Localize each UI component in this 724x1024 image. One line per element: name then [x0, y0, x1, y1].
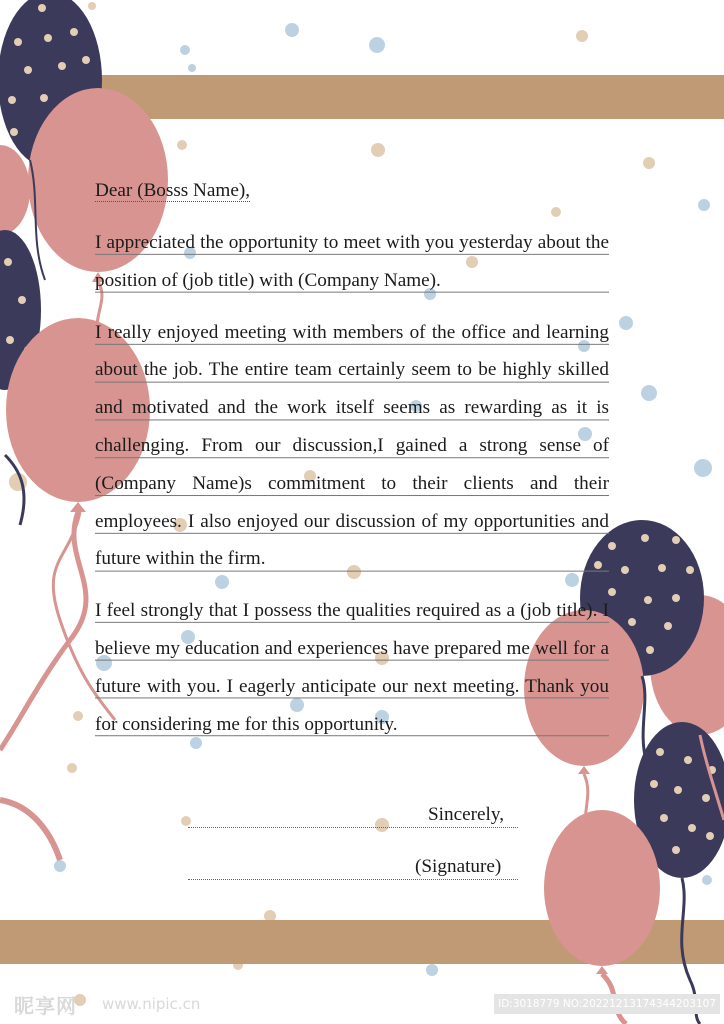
letter-greeting — [95, 172, 609, 210]
closing-text: Sincerely, — [428, 804, 505, 825]
signature-text: (Signature) — [415, 856, 502, 877]
letter-paragraph-2: I really enjoyed meeting with members of the office and learning about the job. The entire team certainly seem to be highly skilled and motivated and the work itself seems as rewarding as it is challenging. From our discussion,I gained a strong sense of (Company Name)s commitment to their clients and their employees. I also enjoyed our discussion of my opportunities and future within the firm. — [95, 314, 609, 579]
closing-line — [188, 826, 518, 828]
greeting-text: Dear (Bosss Name), — [95, 180, 251, 201]
watermark-brand: 昵享网 — [14, 994, 77, 1018]
letter-paragraph-1: I appreciated the opportunity to meet with you yesterday about the position of (job title) with (Company Name). — [95, 224, 609, 300]
signature-line — [188, 878, 518, 880]
watermark-id: ID:3018779 NO:20221213174344203107 — [494, 994, 720, 1014]
letter-body — [95, 172, 609, 757]
letter-paragraph-3: I feel strongly that I possess the qualities required as a (job title). I believe my education and experiences have prepared me well for a future with you. I eagerly anticipate our next meeting. Thank you for considering me for this opportunity. — [95, 592, 609, 743]
watermark-url: www.nipic.cn — [102, 995, 201, 1013]
